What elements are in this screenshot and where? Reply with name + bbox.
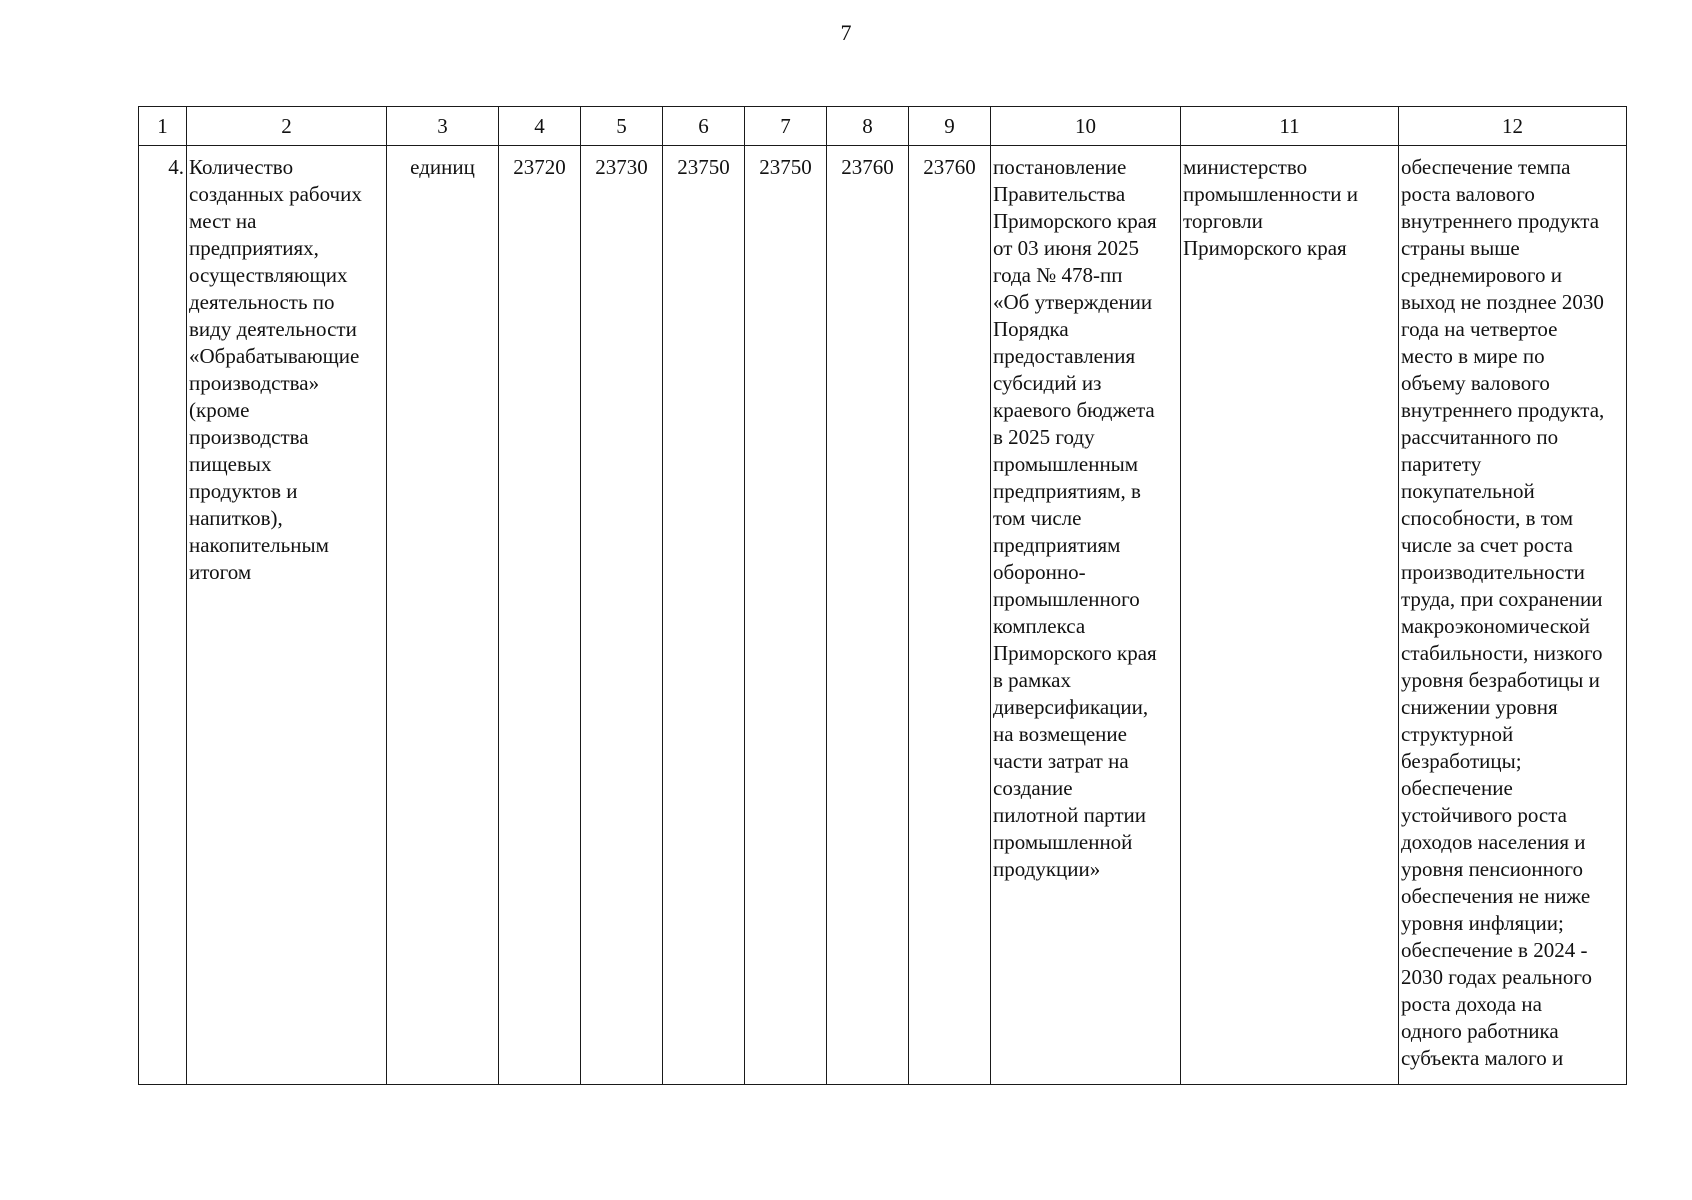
indicators-table: [138, 106, 1627, 1085]
value-cell: 23760: [827, 146, 909, 1085]
column-header: 9: [909, 107, 991, 146]
column-number-header-row: [139, 107, 1627, 146]
column-header: 10: [991, 107, 1181, 146]
value-cell: 23760: [909, 146, 991, 1085]
column-header: 11: [1181, 107, 1399, 146]
responsible-body: министерство промышленности и торговли Приморского края: [1181, 146, 1399, 1085]
column-header: 6: [663, 107, 745, 146]
value-cell: 23750: [745, 146, 827, 1085]
value-cell: 23720: [499, 146, 581, 1085]
column-header: 12: [1399, 107, 1627, 146]
column-header: 3: [387, 107, 499, 146]
column-header: 2: [187, 107, 387, 146]
value-cell: 23750: [663, 146, 745, 1085]
column-header: 4: [499, 107, 581, 146]
national-goal: обеспечение темпа роста валового внутреннего продукта страны выше среднемирового и выход не позднее 2030 года на четвертое место в мире по объему валового внутреннего продукта, рассчитанного по паритету покупательной способности, в том числе за счет роста производительности труда, при сохранении макроэкономической стабильности, низкого уровня безработицы и снижении уровня структурной безработицы; обеспечение устойчивого роста доходов населения и уровня пенсионного обеспечения не ниже уровня инфляции; обеспечение в 2024 - 2030 годах реального роста дохода на одного работника субъекта малого и: [1399, 146, 1627, 1085]
column-header: 1: [139, 107, 187, 146]
column-header: 8: [827, 107, 909, 146]
indicator-name: Количество созданных рабочих мест на предприятиях, осуществляющих деятельность по виду деятельности «Обрабатывающие производства» (кроме производства пищевых продуктов и напитков), накопительным итогом: [187, 146, 387, 1085]
value-cell: 23730: [581, 146, 663, 1085]
column-header: 5: [581, 107, 663, 146]
unit-of-measure: единиц: [387, 146, 499, 1085]
table-row: [139, 146, 1627, 1085]
row-index: 4.: [139, 146, 187, 1085]
page-number: 7: [840, 20, 852, 45]
column-header: 7: [745, 107, 827, 146]
legal-document: постановление Правительства Приморского края от 03 июня 2025 года № 478-пп «Об утверждении Порядка предоставления субсидий из краевого бюджета в 2025 году промышленным предприятиям, в том числе предприятиям оборонно- промышленного комплекса Приморского края в рамках диверсификации, на возмещение части затрат на создание пилотной партии промышленной продукции»: [991, 146, 1181, 1085]
